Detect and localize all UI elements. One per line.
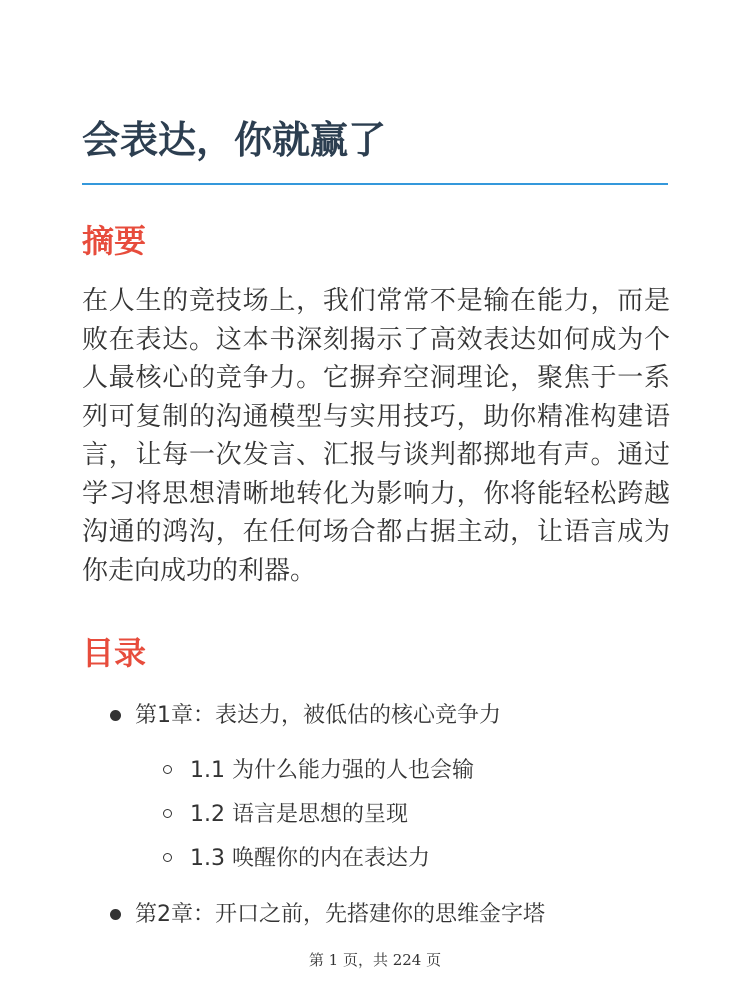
toc-section-list [135,736,750,895]
hollow-bullet-icon [163,809,172,818]
page-footer: 第 1 页，共 224 页 [308,951,442,969]
toc-chapter-1 [0,696,750,895]
toc-section-1-3 [135,837,750,881]
toc-chapter-label: 第2章：开口之前，先搭建你的思维金字塔 [135,902,545,927]
hollow-bullet-icon [163,853,172,862]
title-divider [82,183,668,185]
hollow-bullet-icon [163,765,172,774]
toc-section-label: 1.2 语言是思想的呈现 [190,802,408,827]
bullet-icon [110,710,121,721]
toc-section-1-1 [135,749,750,793]
toc-section-label: 1.1 为什么能力强的人也会输 [190,758,474,783]
bullet-icon [110,909,121,920]
toc-chapter-2 [0,895,750,935]
toc-section-label: 1.3 唤醒你的内在表达力 [190,846,430,871]
summary-heading: 摘要 [82,222,147,260]
document-title: 会表达，你就赢了 [82,118,387,162]
toc-list [0,696,750,935]
toc-heading: 目录 [82,634,147,672]
toc-chapter-label: 第1章：表达力，被低估的核心竞争力 [135,703,501,728]
summary-text: 在人生的竞技场上，我们常常不是输在能力，而是败在表达。这本书深刻揭示了高效表达如何成为个人最核心的竞争力。它摒弃空洞理论，聚焦于一系列可复制的沟通模型与实用技巧，助你精准构建语言，让每一次发言、汇报与谈判都掷地有声。通过学习将思想清晰地转化为影响力，你将能轻松跨越沟通的鸿沟，在任何场合都占据主动，让语言成为你走向成功的利器。 [82,286,670,586]
toc-section-1-2 [135,793,750,837]
